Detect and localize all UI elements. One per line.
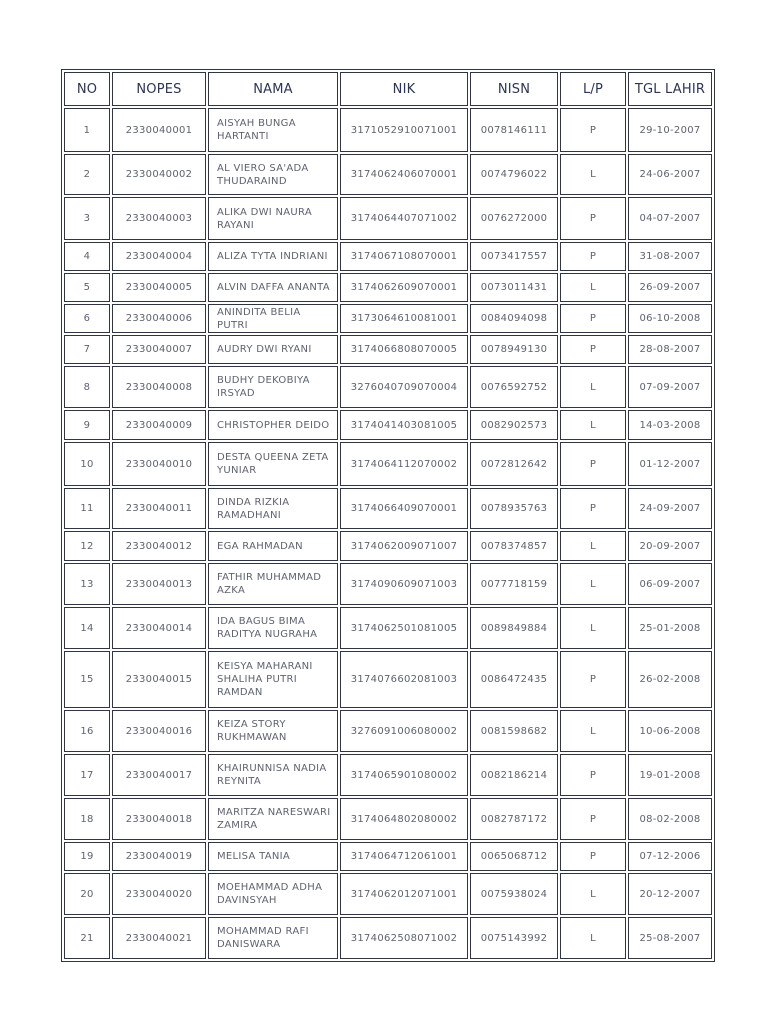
cell-no: 8 [64, 366, 110, 408]
cell-nik: 3174066409070001 [340, 488, 468, 529]
cell-nik: 3174062406070001 [340, 154, 468, 195]
cell-nopes: 2330040009 [112, 410, 206, 440]
cell-nisn: 0081598682 [470, 710, 558, 752]
cell-tgl-lahir: 28-08-2007 [628, 335, 712, 364]
cell-nopes: 2330040001 [112, 108, 206, 152]
header-nopes: NOPES [112, 72, 206, 106]
cell-tgl-lahir: 06-09-2007 [628, 563, 712, 605]
cell-tgl-lahir: 14-03-2008 [628, 410, 712, 440]
cell-nisn: 0076272000 [470, 197, 558, 240]
table-row [64, 563, 712, 605]
cell-nisn: 0065068712 [470, 842, 558, 871]
cell-nama: FATHIR MUHAMMAD AZKA [208, 563, 338, 605]
cell-lp: L [560, 531, 626, 561]
cell-nisn: 0078949130 [470, 335, 558, 364]
cell-lp: P [560, 754, 626, 796]
cell-tgl-lahir: 19-01-2008 [628, 754, 712, 796]
table-row [64, 710, 712, 752]
header-nama: NAMA [208, 72, 338, 106]
cell-nik: 3174076602081003 [340, 651, 468, 708]
cell-no: 5 [64, 273, 110, 302]
cell-nik: 3174067108070001 [340, 242, 468, 271]
cell-nama: DESTA QUEENA ZETA YUNIAR [208, 442, 338, 486]
cell-tgl-lahir: 26-09-2007 [628, 273, 712, 302]
table-row [64, 798, 712, 840]
cell-no: 3 [64, 197, 110, 240]
cell-tgl-lahir: 24-06-2007 [628, 154, 712, 195]
header-no: NO [64, 72, 110, 106]
cell-nik: 3174062501081005 [340, 607, 468, 649]
cell-nisn: 0074796022 [470, 154, 558, 195]
cell-nik: 3174041403081005 [340, 410, 468, 440]
cell-nopes: 2330040003 [112, 197, 206, 240]
cell-lp: P [560, 335, 626, 364]
table-row [64, 197, 712, 240]
cell-nisn: 0082902573 [470, 410, 558, 440]
cell-nama: MOHAMMAD RAFI DANISWARA [208, 917, 338, 959]
table-row [64, 873, 712, 915]
cell-nopes: 2330040004 [112, 242, 206, 271]
table-row [64, 335, 712, 364]
cell-no: 10 [64, 442, 110, 486]
table-row [64, 304, 712, 333]
cell-nopes: 2330040019 [112, 842, 206, 871]
cell-tgl-lahir: 04-07-2007 [628, 197, 712, 240]
cell-nama: KHAIRUNNISA NADIA REYNITA [208, 754, 338, 796]
cell-no: 19 [64, 842, 110, 871]
cell-no: 1 [64, 108, 110, 152]
cell-nopes: 2330040015 [112, 651, 206, 708]
cell-nopes: 2330040002 [112, 154, 206, 195]
cell-nama: BUDHY DEKOBIYA IRSYAD [208, 366, 338, 408]
cell-lp: P [560, 197, 626, 240]
cell-nisn: 0078146111 [470, 108, 558, 152]
cell-lp: L [560, 873, 626, 915]
cell-no: 9 [64, 410, 110, 440]
cell-nama: IDA BAGUS BIMA RADITYA NUGRAHA [208, 607, 338, 649]
header-lp: L/P [560, 72, 626, 106]
cell-nama: CHRISTOPHER DEIDO [208, 410, 338, 440]
table-row [64, 754, 712, 796]
cell-nama: ALIKA DWI NAURA RAYANI [208, 197, 338, 240]
cell-nopes: 2330040006 [112, 304, 206, 333]
cell-nopes: 2330040014 [112, 607, 206, 649]
header-tgl-lahir: TGL LAHIR [628, 72, 712, 106]
cell-tgl-lahir: 25-08-2007 [628, 917, 712, 959]
table-row [64, 842, 712, 871]
cell-nopes: 2330040010 [112, 442, 206, 486]
cell-tgl-lahir: 07-12-2006 [628, 842, 712, 871]
cell-lp: L [560, 154, 626, 195]
cell-tgl-lahir: 24-09-2007 [628, 488, 712, 529]
cell-lp: P [560, 798, 626, 840]
cell-lp: L [560, 710, 626, 752]
cell-no: 18 [64, 798, 110, 840]
cell-tgl-lahir: 25-01-2008 [628, 607, 712, 649]
cell-nama: MOEHAMMAD ADHA DAVINSYAH [208, 873, 338, 915]
cell-nisn: 0073417557 [470, 242, 558, 271]
cell-nik: 3174064712061001 [340, 842, 468, 871]
cell-nama: ANINDITA BELIA PUTRI [208, 304, 338, 333]
cell-lp: P [560, 108, 626, 152]
table-row [64, 273, 712, 302]
cell-nik: 3276091006080002 [340, 710, 468, 752]
cell-tgl-lahir: 08-02-2008 [628, 798, 712, 840]
cell-nopes: 2330040020 [112, 873, 206, 915]
cell-nik: 3173064610081001 [340, 304, 468, 333]
table-row [64, 108, 712, 152]
cell-nik: 3174065901080002 [340, 754, 468, 796]
cell-nama: DINDA RIZKIA RAMADHANI [208, 488, 338, 529]
cell-no: 21 [64, 917, 110, 959]
cell-nopes: 2330040017 [112, 754, 206, 796]
cell-nik: 3174064407071002 [340, 197, 468, 240]
cell-nopes: 2330040021 [112, 917, 206, 959]
cell-nopes: 2330040005 [112, 273, 206, 302]
cell-lp: L [560, 366, 626, 408]
table-row [64, 242, 712, 271]
cell-lp: P [560, 304, 626, 333]
cell-nik: 3174062508071002 [340, 917, 468, 959]
cell-no: 16 [64, 710, 110, 752]
cell-nama: AISYAH BUNGA HARTANTI [208, 108, 338, 152]
cell-nik: 3171052910071001 [340, 108, 468, 152]
cell-no: 2 [64, 154, 110, 195]
cell-no: 14 [64, 607, 110, 649]
table-row [64, 531, 712, 561]
cell-no: 6 [64, 304, 110, 333]
cell-nisn: 0078374857 [470, 531, 558, 561]
cell-nisn: 0076592752 [470, 366, 558, 408]
table-row [64, 366, 712, 408]
cell-lp: L [560, 563, 626, 605]
cell-nopes: 2330040012 [112, 531, 206, 561]
cell-nisn: 0084094098 [470, 304, 558, 333]
table-row [64, 917, 712, 959]
cell-nik: 3276040709070004 [340, 366, 468, 408]
cell-nama: MELISA TANIA [208, 842, 338, 871]
cell-nisn: 0075938024 [470, 873, 558, 915]
cell-tgl-lahir: 07-09-2007 [628, 366, 712, 408]
header-nisn: NISN [470, 72, 558, 106]
cell-no: 13 [64, 563, 110, 605]
cell-nama: AUDRY DWI RYANI [208, 335, 338, 364]
cell-tgl-lahir: 01-12-2007 [628, 442, 712, 486]
cell-lp: P [560, 488, 626, 529]
header-nik: NIK [340, 72, 468, 106]
cell-nisn: 0073011431 [470, 273, 558, 302]
table-header [64, 72, 712, 106]
table-row [64, 154, 712, 195]
cell-lp: P [560, 242, 626, 271]
cell-nisn: 0072812642 [470, 442, 558, 486]
cell-lp: P [560, 651, 626, 708]
cell-nama: ALVIN DAFFA ANANTA [208, 273, 338, 302]
cell-nama: MARITZA NARESWARI ZAMIRA [208, 798, 338, 840]
cell-nisn: 0082186214 [470, 754, 558, 796]
cell-nik: 3174062009071007 [340, 531, 468, 561]
cell-nama: AL VIERO SA'ADA THUDARAIND [208, 154, 338, 195]
cell-nopes: 2330040016 [112, 710, 206, 752]
cell-nisn: 0077718159 [470, 563, 558, 605]
cell-nopes: 2330040007 [112, 335, 206, 364]
cell-tgl-lahir: 20-09-2007 [628, 531, 712, 561]
cell-tgl-lahir: 29-10-2007 [628, 108, 712, 152]
cell-nik: 3174090609071003 [340, 563, 468, 605]
cell-no: 4 [64, 242, 110, 271]
student-list-sheet [61, 69, 710, 962]
table-body [64, 108, 712, 959]
cell-nisn: 0082787172 [470, 798, 558, 840]
cell-nisn: 0078935763 [470, 488, 558, 529]
cell-nama: KEISYA MAHARANI SHALIHA PUTRI RAMDAN [208, 651, 338, 708]
student-table [61, 69, 715, 962]
cell-lp: L [560, 273, 626, 302]
table-row [64, 607, 712, 649]
cell-nama: ALIZA TYTA INDRIANI [208, 242, 338, 271]
cell-lp: L [560, 917, 626, 959]
cell-tgl-lahir: 20-12-2007 [628, 873, 712, 915]
cell-no: 11 [64, 488, 110, 529]
table-row [64, 410, 712, 440]
cell-no: 12 [64, 531, 110, 561]
cell-nik: 3174064802080002 [340, 798, 468, 840]
cell-nik: 3174064112070002 [340, 442, 468, 486]
cell-tgl-lahir: 31-08-2007 [628, 242, 712, 271]
cell-nik: 3174062609070001 [340, 273, 468, 302]
cell-nopes: 2330040013 [112, 563, 206, 605]
cell-tgl-lahir: 06-10-2008 [628, 304, 712, 333]
cell-lp: L [560, 410, 626, 440]
cell-nama: KEIZA STORY RUKHMAWAN [208, 710, 338, 752]
cell-lp: L [560, 607, 626, 649]
cell-nisn: 0089849884 [470, 607, 558, 649]
cell-nama: EGA RAHMADAN [208, 531, 338, 561]
cell-nik: 3174066808070005 [340, 335, 468, 364]
cell-no: 20 [64, 873, 110, 915]
cell-nopes: 2330040018 [112, 798, 206, 840]
cell-no: 17 [64, 754, 110, 796]
cell-lp: P [560, 442, 626, 486]
cell-lp: P [560, 842, 626, 871]
cell-tgl-lahir: 26-02-2008 [628, 651, 712, 708]
table-row [64, 651, 712, 708]
cell-no: 7 [64, 335, 110, 364]
header-row [64, 72, 712, 106]
cell-no: 15 [64, 651, 110, 708]
cell-nopes: 2330040011 [112, 488, 206, 529]
cell-nik: 3174062012071001 [340, 873, 468, 915]
cell-nisn: 0086472435 [470, 651, 558, 708]
table-row [64, 488, 712, 529]
cell-nopes: 2330040008 [112, 366, 206, 408]
cell-tgl-lahir: 10-06-2008 [628, 710, 712, 752]
cell-nisn: 0075143992 [470, 917, 558, 959]
table-row [64, 442, 712, 486]
